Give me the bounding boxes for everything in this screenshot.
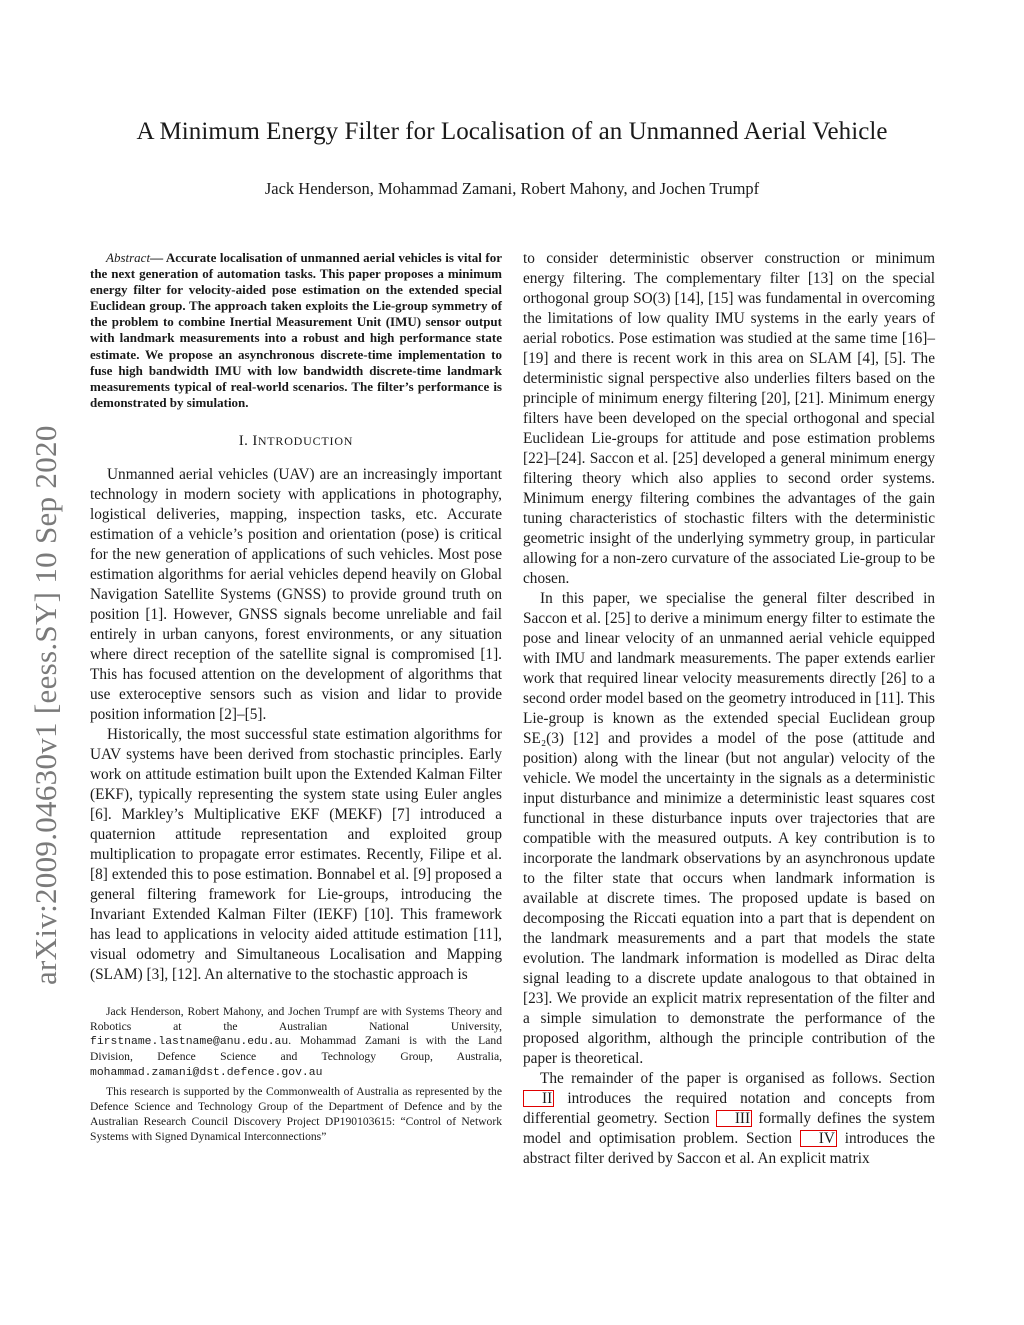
intro-paragraph-4: In this paper, we specialise the general filter described in Saccon et al. [25] to derive a minimum energy filter to estimate the pose and linear velocity of an unmanned aerial vehicle equipped with IMU and landmark measurements. The paper extends earlier work that required linear velocity measurements directly [26] to a second order model based on the geometry introduced in [11]. This Lie-group is known as the extended special Euclidean group SE₂(3) [12] and provides a model of the pose (attitude and position) along with the linear (but not angular) velocity of the vehicle. We model the uncertainty in the signals as a deterministic input disturbance and minimize a deterministic least squares cost functional in these disturbance inputs over trajectories that are compatible with the measured outputs. A key contribution is to incorporate the landmark observations by an asynchronous update to the filter state that occurs when landmark information is available at discrete times. The proposed update is based on decomposing the Riccati equation into a part that is dependent on the landmark measurements and a part that models the state evolution. The landmark information is modelled as Dirac delta signal leading to a discrete update analogous to that obtained in [23]. We provide an explicit matrix representation of the filter and a simple simulation to demonstrate the performance of the proposed algorithm, although the principle contribution of the paper is theoretical.: [523, 590, 935, 1067]
arxiv-identifier: arXiv:2009.04630v1 [eess.SY] 10 Sep 2020: [28, 425, 63, 985]
intro-paragraph-5: [523, 1069, 935, 1169]
footnote-affiliation-dst: . Mohammad Zamani is with the Land Division, Defence Science and Technology Group, Australia,: [90, 1034, 502, 1064]
section-number: I.: [238, 432, 253, 449]
paper-title: A Minimum Energy Filter for Localisation of an Unmanned Aerial Vehicle: [136, 118, 888, 145]
right-column: [523, 249, 935, 1169]
section-heading-introduction: [90, 431, 502, 451]
author-list: Jack Henderson, Mohammad Zamani, Robert Mahony, and Jochen Trumpf: [264, 179, 760, 198]
paragraph-text-part: introduces the required notation and concepts from differential geometry. Section: [523, 1090, 935, 1127]
abstract-label: Abstract: [106, 250, 151, 265]
intro-paragraph-2: Historically, the most successful state estimation algorithms for UAV systems have been derived from stochastic principles. Early work on attitude estimation built upon the Extended Kalman Filter (EKF), typically representing the system state using Euler angles [6]. Markley’s Multiplicative EKF (MEKF) [7] introduced a quaternion attitude representation and exploited group multiplication to propagate error estimates. Recently, Filipe et al. [8] extended this to pose estimation. Bonnabel et al. [9] proposed a general filtering framework for Lie-groups, introducing the Invariant Extended Kalman Filter (IEKF) [10]. This framework has lead to applications in velocity aided attitude estimation [11], visual odometry and Simultaneous Localisation and Mapping (SLAM) [3], [12]. An alternative to the stochastic approach is: [90, 725, 502, 983]
section-initial: I: [252, 432, 258, 449]
paragraph-text-part: The remainder of the paper is organised as follows. Section: [540, 1070, 935, 1087]
footnote-affiliation-anu: Jack Henderson, Robert Mahony, and Jochen Trumpf are with Systems Theory and Robotics at the Australian National University,: [90, 1004, 502, 1033]
email-anu: firstname.lastname@anu.edu.au: [90, 1036, 289, 1049]
abstract-text: — Accurate localisation of unmanned aerial vehicles is vital for the next generation of automation tasks. This paper proposes a minimum energy filter for velocity-aided pose estimation on the extended special Euclidean group. The approach taken exploits the Lie-group symmetry of the problem to combine Inertial Measurement Unit (IMU) sensor output with landmark measurements into a robust and high performance state estimate. We propose an asynchronous discrete-time implementation to fuse high bandwidth IMU with low bandwidth discrete-time landmark measurements typical of real-world scenarios. The filter’s performance is demonstrated by simulation.: [90, 250, 502, 410]
left-column: [90, 250, 502, 1144]
paragraph-text-part: formally defines the system model and optimisation problem. Section: [523, 1110, 936, 1147]
footnote-funding: This research is supported by the Commonwealth of Australia as represented by the Defence Science and Technology Group of the Department of Defence and by the Australian Research Council Discovery Project DP190103615: “Control of Network Systems with Signed Dynamical Interconnections”: [90, 1085, 502, 1143]
section-ref-link-iv[interactable]: IV: [800, 1130, 837, 1147]
paragraph-text-part: introduces the abstract filter derived by Saccon et al. An explicit matrix: [523, 1130, 935, 1167]
section-ref-link-ii[interactable]: II: [523, 1090, 554, 1107]
intro-paragraph-1: Unmanned aerial vehicles (UAV) are an increasingly important technology in modern society with applications in photography, logistical deliveries, mapping, inspection tasks, etc. Accurate estimation of a vehicle’s position and orientation (pose) is critical for the new generation of applications of such vehicles. Most pose estimation algorithms for aerial vehicles depend heavily on Global Navigation Satellite Systems (GNSS) to provide ground truth on position [1]. However, GNSS signals become unreliable and fail entirely in urban canyons, forest environments, or any situation where direct reception of the satellite signal is compromised [1]. This has focused attention on the development of algorithms that use exteroceptive sensors such as vision and lidar to provide position information [2]–[5].: [90, 465, 502, 723]
footnote-affiliations: [90, 1005, 502, 1081]
section-ref-link-iii[interactable]: III: [716, 1110, 752, 1127]
email-dst: mohammad.zamani@dst.defence.gov.au: [90, 1066, 323, 1079]
abstract: [90, 250, 502, 411]
intro-paragraph-3: to consider deterministic observer construction or minimum energy filtering. The complementary filter [13] on the special orthogonal group SO(3) [14], [15] was fundamental in overcoming the limitations of low quality IMU systems in the early years of aerial robotics. Pose estimation was studied at the same time [16]–[19] and there is recent work in this area on SLAM [4], [5]. The deterministic signal perspective also underlies filters based on the principle of minimum energy filtering [20], [21]. Minimum energy filters have been developed on the special orthogonal and special Euclidean Lie-groups for attitude and pose estimation problems [22]–[24]. Saccon et al. [25] developed a general minimum energy filtering theory which also applies to second order systems. Minimum energy filtering combines the advantages of the gain tuning characteristics of stochastic filters with the deterministic geometric insight of the underlying symmetry group, in particular allowing for a non-zero curvature of the associated Lie-group to be chosen.: [523, 250, 935, 587]
section-title-rest: NTRODUCTION: [257, 433, 354, 448]
